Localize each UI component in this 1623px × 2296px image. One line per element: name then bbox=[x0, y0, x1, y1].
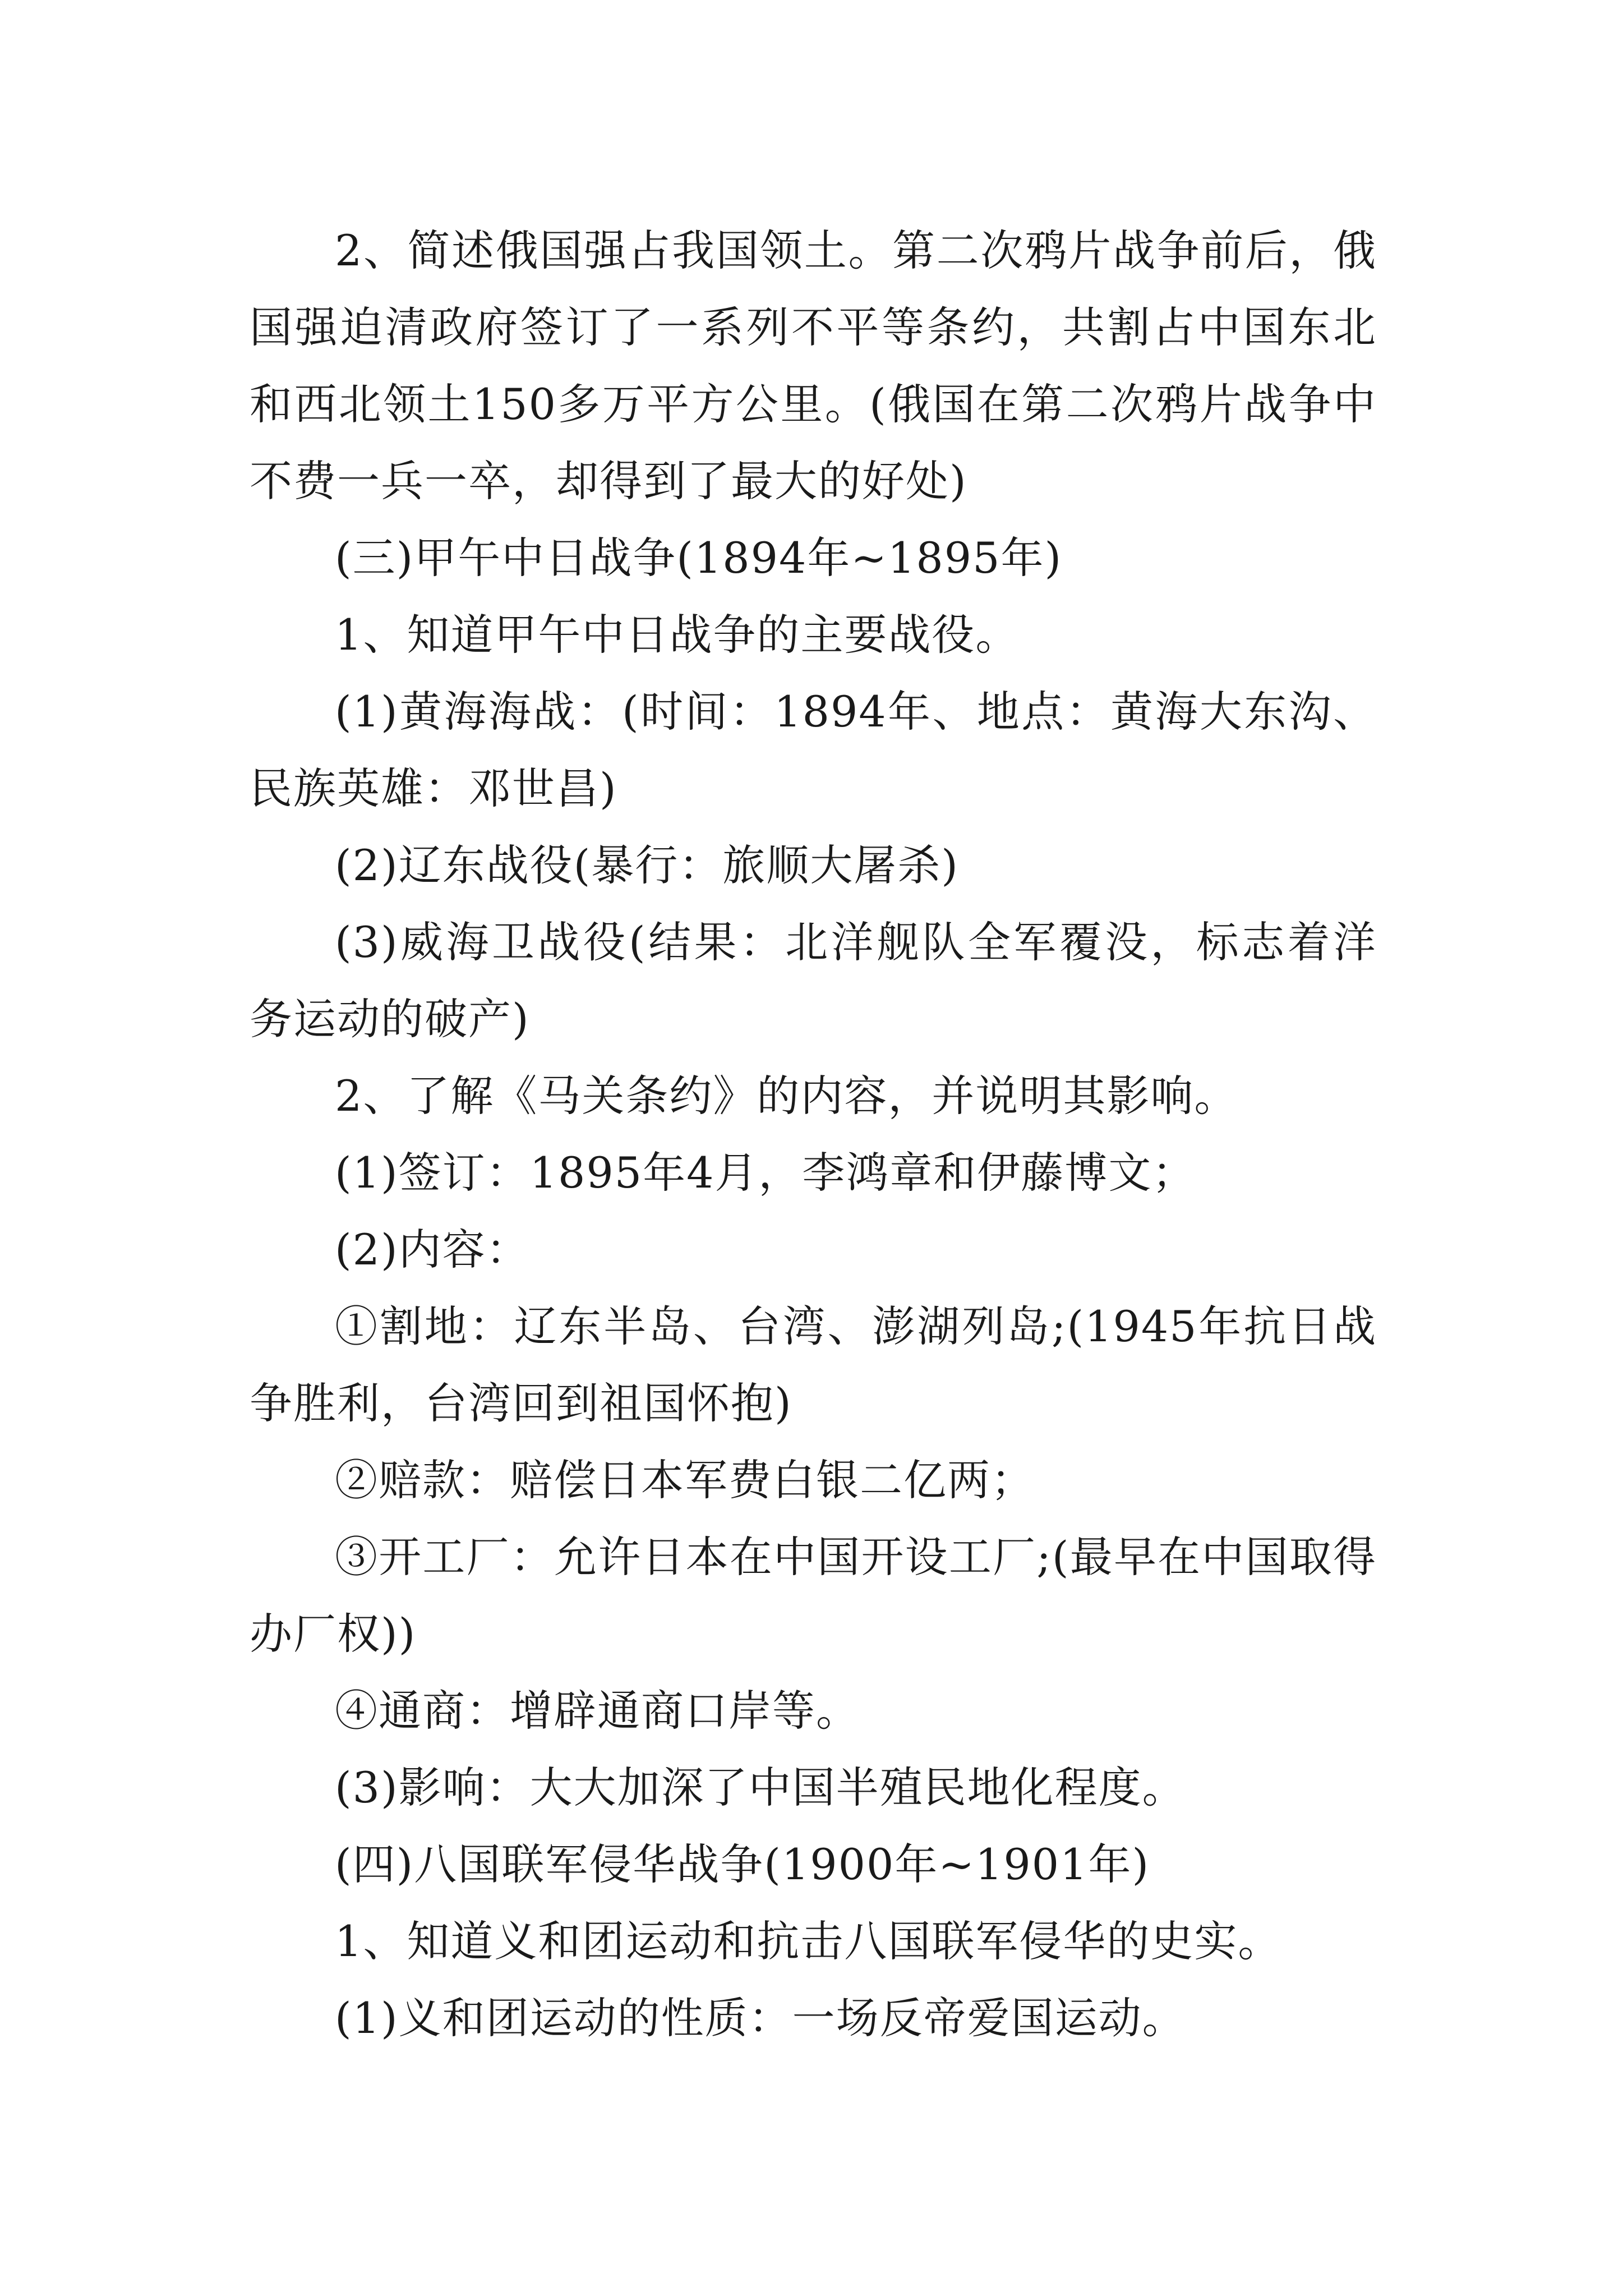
paragraph-treaty-content: (2)内容： bbox=[335, 1225, 530, 1274]
paragraph-treaty-shimonoseki: 2、了解《马关条约》的内容，并说明其影响。 bbox=[335, 1071, 1238, 1121]
paragraph-boxer-nature: (1)义和团运动的性质：一场反帝爱国运动。 bbox=[335, 1993, 1186, 2043]
heading-sino-japanese-war: (三)甲午中日战争(1894年~1895年) bbox=[335, 533, 1063, 583]
paragraph-factories: ③开工厂：允许日本在中国开设工厂;(最早在中国取得办厂权)) bbox=[250, 1532, 1377, 1659]
paragraph-liaodong-campaign: (2)辽东战役(暴行：旅顺大屠杀) bbox=[335, 840, 959, 890]
paragraph-yellow-sea-battle: (1)黄海海战：(时间：1894年、地点：黄海大东沟、民族英雄：邓世昌) bbox=[250, 687, 1377, 813]
paragraph-cession: ①割地：辽东半岛、台湾、澎湖列岛;(1945年抗日战争胜利，台湾回到祖国怀抱) bbox=[250, 1301, 1377, 1428]
paragraph-russia-territory: 2、简述俄国强占我国领土。第二次鸦片战争前后，俄国强迫清政府签订了一系列不平等条约，共割占中国东北和西北领土150多万平方公里。(俄国在第二次鸦片战争中不费一兵一卒，却得到了最大的好处) bbox=[250, 226, 1377, 506]
paragraph-boxer-movement: 1、知道义和团运动和抗击八国联军侵华的史实。 bbox=[335, 1916, 1282, 1966]
paragraph-weihaiwei-campaign: (3)威海卫战役(结果：北洋舰队全军覆没，标志着洋务运动的破产) bbox=[250, 917, 1377, 1044]
paragraph-trade-ports: ④通商：增辟通商口岸等。 bbox=[335, 1686, 860, 1736]
document-body bbox=[250, 212, 1377, 2056]
paragraph-treaty-signing: (1)签订：1895年4月，李鸿章和伊藤博文； bbox=[335, 1148, 1196, 1198]
paragraph-indemnity: ②赔款：赔偿日本军费白银二亿两； bbox=[335, 1455, 1035, 1505]
heading-eight-nation-alliance: (四)八国联军侵华战争(1900年~1901年) bbox=[335, 1839, 1150, 1889]
paragraph-main-battles: 1、知道甲午中日战争的主要战役。 bbox=[335, 610, 1020, 660]
paragraph-influence: (3)影响：大大加深了中国半殖民地化程度。 bbox=[335, 1763, 1186, 1812]
